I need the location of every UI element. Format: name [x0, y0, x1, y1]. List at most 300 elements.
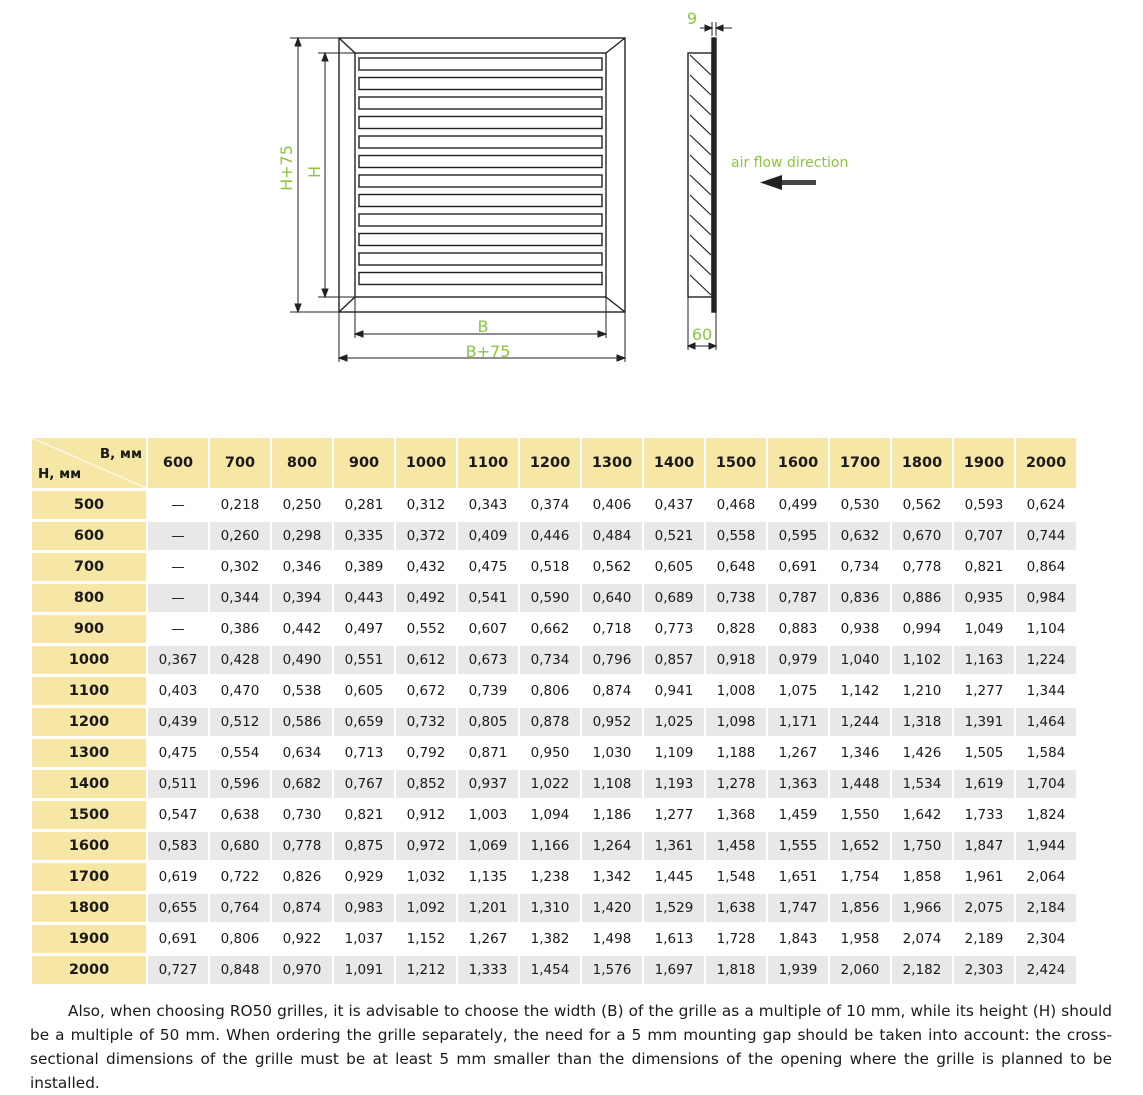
area-cell: 0,281	[344, 497, 384, 513]
area-cell: 0,475	[158, 745, 198, 761]
table-header-row	[32, 438, 1076, 488]
area-cell: 2,060	[830, 956, 890, 984]
area-cell: 0,344	[210, 584, 270, 612]
side-dimensions	[688, 22, 732, 350]
area-cell: 0,883	[778, 621, 818, 637]
area-cell: 0,673	[458, 646, 518, 674]
area-cell: 0,662	[530, 621, 570, 637]
table-row	[32, 894, 1076, 922]
area-cell: 0,593	[964, 497, 1004, 513]
area-cell: 0,605	[654, 559, 694, 575]
area-cell: 0,734	[840, 559, 880, 575]
area-cell: 0,713	[344, 745, 384, 761]
hatch-line	[690, 255, 711, 275]
side-hatching	[690, 55, 711, 295]
grille-area-table	[30, 435, 1078, 987]
hatch-line	[690, 75, 711, 95]
area-cell: 0,492	[396, 584, 456, 612]
area-cell: 2,182	[892, 956, 952, 984]
table-body	[32, 491, 1076, 984]
area-cell: 0,871	[468, 745, 508, 761]
area-cell: 1,003	[468, 807, 508, 823]
area-cell: 1,858	[902, 869, 942, 885]
area-cell: 1,961	[964, 869, 1004, 885]
area-cell: 0,511	[148, 770, 208, 798]
area-cell: 0,605	[344, 683, 384, 699]
area-cell: 0,680	[210, 832, 270, 860]
width-header-600: 600	[148, 438, 208, 488]
area-cell: 0,983	[334, 894, 394, 922]
area-cell: 1,277	[654, 807, 694, 823]
area-cell: 1,750	[892, 832, 952, 860]
area-cell: 0,484	[582, 522, 642, 550]
area-cell: 1,075	[778, 683, 818, 699]
area-cell: 0,874	[592, 683, 632, 699]
area-cell: 1,733	[964, 807, 1004, 823]
area-cell: 0,437	[654, 497, 694, 513]
area-cell: 0,972	[396, 832, 456, 860]
area-cell: 1,342	[592, 869, 632, 885]
area-cell: 1,098	[706, 708, 766, 736]
area-cell: 1,037	[344, 931, 384, 947]
hatch-line	[690, 95, 711, 115]
width-label: B	[477, 317, 489, 336]
area-cell: 0,691	[778, 559, 818, 575]
height-header-900: 900	[32, 615, 146, 643]
area-cell: 1,267	[468, 931, 508, 947]
area-cell: 1,091	[334, 956, 394, 984]
area-cell: 1,278	[706, 770, 766, 798]
area-cell: 1,944	[1016, 832, 1076, 860]
area-cell: 0,875	[334, 832, 394, 860]
area-cell: 2,424	[1016, 956, 1076, 984]
area-cell: 0,490	[272, 646, 332, 674]
area-cell: 0,984	[1016, 584, 1076, 612]
area-cell: 0,836	[830, 584, 890, 612]
area-cell: 0,595	[768, 522, 828, 550]
area-cell: 1,856	[830, 894, 890, 922]
area-cell: 1,310	[520, 894, 580, 922]
louver-slat	[359, 58, 602, 70]
area-cell: 0,554	[220, 745, 260, 761]
area-cell: 0,718	[592, 621, 632, 637]
area-cell: 1,619	[954, 770, 1014, 798]
hatch-line	[690, 235, 711, 255]
area-cell: 0,792	[406, 745, 446, 761]
area-cell: 0,389	[344, 559, 384, 575]
area-cell: 2,303	[954, 956, 1014, 984]
area-cell: 0,938	[840, 621, 880, 637]
area-cell: 0,764	[210, 894, 270, 922]
area-cell: 0,659	[334, 708, 394, 736]
area-cell: 1,361	[644, 832, 704, 860]
ordering-note: Also, when choosing RO50 grilles, it is advisable to choose the width (B) of the grille as a multiple of 10 mm, while its height (H) should be a multiple of 50 mm. When ordering the grille separately, the need for a 5 mm mounting gap should be taken into account: the cross-sectional dimensions of the grille must be at least 5 mm smaller than the dimensions of the opening where the grille is planned to be installed.	[30, 1002, 1112, 1092]
area-cell: 1,613	[654, 931, 694, 947]
area-cell: 0,298	[272, 522, 332, 550]
area-cell: 0,547	[158, 807, 198, 823]
table-row	[32, 708, 1076, 736]
area-cell: 1,448	[830, 770, 890, 798]
area-cell: 1,382	[530, 931, 570, 947]
area-cell: —	[171, 559, 185, 575]
area-cell: 1,824	[1026, 807, 1066, 823]
area-cell: 0,439	[148, 708, 208, 736]
area-cell: 2,064	[1026, 869, 1066, 885]
area-cell: 1,363	[768, 770, 828, 798]
area-cell: 1,171	[768, 708, 828, 736]
area-cell: 0,787	[768, 584, 828, 612]
area-cell: 2,189	[964, 931, 1004, 947]
area-cell: 1,454	[520, 956, 580, 984]
area-cell: 0,950	[530, 745, 570, 761]
width-header-1800: 1800	[892, 438, 952, 488]
depth-label: 60	[691, 325, 713, 344]
table-row	[32, 584, 1076, 612]
table-row	[32, 863, 1076, 891]
area-cell: —	[148, 522, 208, 550]
area-cell: 1,368	[716, 807, 756, 823]
area-cell: 1,966	[892, 894, 952, 922]
area-cell: 0,918	[706, 646, 766, 674]
side-body	[688, 53, 712, 297]
area-cell: 0,541	[458, 584, 518, 612]
area-cell: 1,186	[592, 807, 632, 823]
area-cell: 0,821	[964, 559, 1004, 575]
area-cell: 1,264	[582, 832, 642, 860]
area-cell: 1,529	[644, 894, 704, 922]
area-cell: 1,104	[1026, 621, 1066, 637]
area-cell: 0,922	[282, 931, 322, 947]
area-cell: 0,670	[892, 522, 952, 550]
area-cell: 0,250	[282, 497, 322, 513]
area-cell: 0,499	[778, 497, 818, 513]
table-row	[32, 739, 1076, 767]
louver-slat	[359, 214, 602, 226]
area-cell: 0,372	[396, 522, 456, 550]
area-cell: 1,847	[954, 832, 1014, 860]
area-cell: 1,754	[840, 869, 880, 885]
area-cell: 0,767	[334, 770, 394, 798]
area-cell: 0,857	[644, 646, 704, 674]
area-cell: 0,562	[902, 497, 942, 513]
side-view	[688, 38, 716, 312]
height-header-1500: 1500	[32, 801, 146, 829]
area-cell: 0,538	[282, 683, 322, 699]
height-header-1100: 1100	[32, 677, 146, 705]
area-cell: 0,952	[582, 708, 642, 736]
table-row	[32, 553, 1076, 581]
width-header-1600: 1600	[768, 438, 828, 488]
width-header-1900: 1900	[954, 438, 1014, 488]
area-cell: 1,069	[458, 832, 518, 860]
area-cell: 0,640	[582, 584, 642, 612]
hatch-line	[690, 135, 711, 155]
area-cell: 0,874	[272, 894, 332, 922]
louver-slat	[359, 136, 602, 148]
thickness-label: 9	[686, 9, 698, 28]
table-row	[32, 522, 1076, 550]
table-corner-cell	[32, 438, 146, 488]
table-row	[32, 615, 1076, 643]
area-cell: 0,734	[520, 646, 580, 674]
table-row	[32, 801, 1076, 829]
area-cell: 0,406	[592, 497, 632, 513]
area-cell: 0,386	[220, 621, 260, 637]
height-header-2000: 2000	[32, 956, 146, 984]
side-flange	[712, 38, 716, 312]
height-plus-label: H+75	[277, 145, 296, 191]
area-cell: 1,277	[964, 683, 1004, 699]
area-cell: 0,970	[272, 956, 332, 984]
area-cell: —	[171, 497, 185, 513]
area-cell: 1,426	[902, 745, 942, 761]
area-cell: 0,394	[272, 584, 332, 612]
area-cell: 0,994	[902, 621, 942, 637]
area-cell: 0,682	[272, 770, 332, 798]
width-header-1400: 1400	[644, 438, 704, 488]
area-cell: 1,958	[840, 931, 880, 947]
area-cell: 0,634	[282, 745, 322, 761]
area-cell: 1,152	[406, 931, 446, 947]
front-view	[339, 38, 625, 312]
area-cell: 1,102	[892, 646, 952, 674]
area-cell: 0,442	[282, 621, 322, 637]
area-cell: 0,590	[520, 584, 580, 612]
area-cell: 0,558	[706, 522, 766, 550]
area-cell: 1,188	[716, 745, 756, 761]
area-cell: 1,550	[840, 807, 880, 823]
area-cell: 0,446	[520, 522, 580, 550]
area-cell: 0,367	[148, 646, 208, 674]
area-cell: 0,530	[840, 497, 880, 513]
louver-slat	[359, 156, 602, 168]
area-cell: 0,912	[406, 807, 446, 823]
area-cell: 0,826	[282, 869, 322, 885]
area-cell: 2,074	[902, 931, 942, 947]
area-cell: 1,318	[892, 708, 952, 736]
area-cell: 0,470	[220, 683, 260, 699]
height-header-1600: 1600	[32, 832, 146, 860]
area-cell: 0,624	[1026, 497, 1066, 513]
area-cell: 1,030	[592, 745, 632, 761]
area-cell: 1,651	[778, 869, 818, 885]
louver-slat	[359, 78, 602, 90]
hatch-line	[690, 215, 711, 235]
height-header-1900: 1900	[32, 925, 146, 953]
area-cell: 0,468	[716, 497, 756, 513]
area-cell: 1,346	[840, 745, 880, 761]
area-cell: 0,518	[530, 559, 570, 575]
area-cell: 1,391	[954, 708, 1014, 736]
area-cell: 0,335	[334, 522, 394, 550]
hatch-line	[690, 175, 711, 195]
area-cell: 1,445	[654, 869, 694, 885]
area-cell: 0,821	[344, 807, 384, 823]
area-cell: 0,302	[220, 559, 260, 575]
height-header-1700: 1700	[32, 863, 146, 891]
area-cell: —	[148, 584, 208, 612]
area-cell: 0,632	[830, 522, 890, 550]
area-cell: 0,691	[158, 931, 198, 947]
area-cell: 2,075	[954, 894, 1014, 922]
area-cell: 1,459	[778, 807, 818, 823]
area-cell: 0,218	[220, 497, 260, 513]
front-dimensions	[290, 38, 625, 362]
height-header-1300: 1300	[32, 739, 146, 767]
area-cell: 0,806	[530, 683, 570, 699]
area-cell: 1,108	[582, 770, 642, 798]
width-header-1200: 1200	[520, 438, 580, 488]
area-cell: 1,818	[706, 956, 766, 984]
area-cell: 0,343	[468, 497, 508, 513]
area-cell: 1,843	[778, 931, 818, 947]
louver-slat	[359, 97, 602, 109]
width-header-1700: 1700	[830, 438, 890, 488]
area-cell: 0,260	[210, 522, 270, 550]
louver-slat	[359, 117, 602, 129]
area-cell: 0,638	[220, 807, 260, 823]
area-cell: 1,025	[644, 708, 704, 736]
hatch-line	[690, 275, 711, 295]
width-header-1500: 1500	[706, 438, 766, 488]
area-cell: 0,432	[406, 559, 446, 575]
area-cell: 1,652	[830, 832, 890, 860]
area-cell: 1,642	[902, 807, 942, 823]
area-cell: 1,210	[902, 683, 942, 699]
area-cell: 0,552	[406, 621, 446, 637]
louver-slat	[359, 195, 602, 207]
area-cell: 1,094	[530, 807, 570, 823]
area-cell: 1,201	[458, 894, 518, 922]
width-header-800: 800	[272, 438, 332, 488]
area-cell: 0,744	[1016, 522, 1076, 550]
area-cell: 1,555	[768, 832, 828, 860]
hatch-line	[690, 55, 711, 75]
area-cell: 0,828	[716, 621, 756, 637]
area-cell: 1,267	[778, 745, 818, 761]
height-label: H	[305, 165, 324, 179]
area-cell: 0,941	[654, 683, 694, 699]
width-header-2000: 2000	[1016, 438, 1076, 488]
area-cell: 0,607	[468, 621, 508, 637]
area-cell: 0,805	[458, 708, 518, 736]
area-cell: 1,584	[1026, 745, 1066, 761]
area-cell: 0,475	[468, 559, 508, 575]
table-row	[32, 956, 1076, 984]
area-cell: 0,596	[210, 770, 270, 798]
area-cell: 0,806	[220, 931, 260, 947]
area-cell: 1,142	[840, 683, 880, 699]
area-cell: 0,935	[954, 584, 1014, 612]
area-cell: 0,346	[282, 559, 322, 575]
area-cell: 0,778	[902, 559, 942, 575]
area-cell: 1,464	[1016, 708, 1076, 736]
table-row	[32, 646, 1076, 674]
area-cell: 0,586	[272, 708, 332, 736]
width-axis-label: B, мм	[99, 446, 142, 462]
area-cell: 1,420	[582, 894, 642, 922]
area-cell: 1,498	[592, 931, 632, 947]
area-cell: 0,612	[396, 646, 456, 674]
height-header-800: 800	[32, 584, 146, 612]
area-cell: 1,576	[582, 956, 642, 984]
area-cell: 0,732	[396, 708, 456, 736]
area-cell: 0,562	[592, 559, 632, 575]
area-cell: 1,244	[830, 708, 890, 736]
area-cell: 0,738	[706, 584, 766, 612]
area-cell: 1,135	[468, 869, 508, 885]
area-cell: 1,109	[654, 745, 694, 761]
area-cell: 0,727	[148, 956, 208, 984]
width-header-1000: 1000	[396, 438, 456, 488]
area-cell: 1,697	[644, 956, 704, 984]
table-row	[32, 770, 1076, 798]
height-header-500: 500	[32, 491, 146, 519]
louver-slat	[359, 273, 602, 285]
area-cell: 0,512	[210, 708, 270, 736]
area-cell: 1,212	[396, 956, 456, 984]
area-cell: 1,344	[1026, 683, 1066, 699]
area-cell: 1,704	[1016, 770, 1076, 798]
area-cell: 1,049	[964, 621, 1004, 637]
area-cell: 1,032	[406, 869, 446, 885]
table-row	[32, 677, 1076, 705]
louver-slat	[359, 253, 602, 265]
area-cell: 0,403	[158, 683, 198, 699]
louver-slat	[359, 234, 602, 246]
area-cell: 2,304	[1026, 931, 1066, 947]
height-header-1000: 1000	[32, 646, 146, 674]
area-cell: 2,184	[1016, 894, 1076, 922]
width-plus-label: B+75	[465, 342, 511, 361]
area-cell: 1,166	[520, 832, 580, 860]
area-cell: 0,521	[644, 522, 704, 550]
area-cell: 1,040	[830, 646, 890, 674]
table-row	[32, 925, 1076, 953]
area-cell: 0,648	[716, 559, 756, 575]
area-cell: 0,878	[520, 708, 580, 736]
area-cell: 1,458	[706, 832, 766, 860]
area-cell: 0,409	[458, 522, 518, 550]
area-cell: 0,979	[768, 646, 828, 674]
table-row	[32, 491, 1076, 519]
area-cell: 1,728	[716, 931, 756, 947]
airflow-label: air flow direction	[731, 155, 849, 171]
area-cell: 1,333	[458, 956, 518, 984]
area-cell: 0,730	[282, 807, 322, 823]
area-cell: 1,939	[768, 956, 828, 984]
area-cell: 0,619	[158, 869, 198, 885]
area-cell: 0,864	[1026, 559, 1066, 575]
hatch-line	[690, 195, 711, 215]
area-cell: 1,238	[530, 869, 570, 885]
area-cell: 0,672	[406, 683, 446, 699]
area-cell: 1,163	[954, 646, 1014, 674]
area-cell: 0,689	[644, 584, 704, 612]
width-header-900: 900	[334, 438, 394, 488]
area-cell: 1,505	[964, 745, 1004, 761]
height-header-1200: 1200	[32, 708, 146, 736]
area-cell: 0,655	[148, 894, 208, 922]
area-cell: 0,374	[530, 497, 570, 513]
area-cell: 1,548	[716, 869, 756, 885]
grille-diagram	[0, 0, 1143, 420]
area-cell: 0,937	[458, 770, 518, 798]
area-cell: 0,428	[210, 646, 270, 674]
area-cell: 0,773	[654, 621, 694, 637]
area-cell: 0,929	[344, 869, 384, 885]
area-cell: 0,852	[396, 770, 456, 798]
